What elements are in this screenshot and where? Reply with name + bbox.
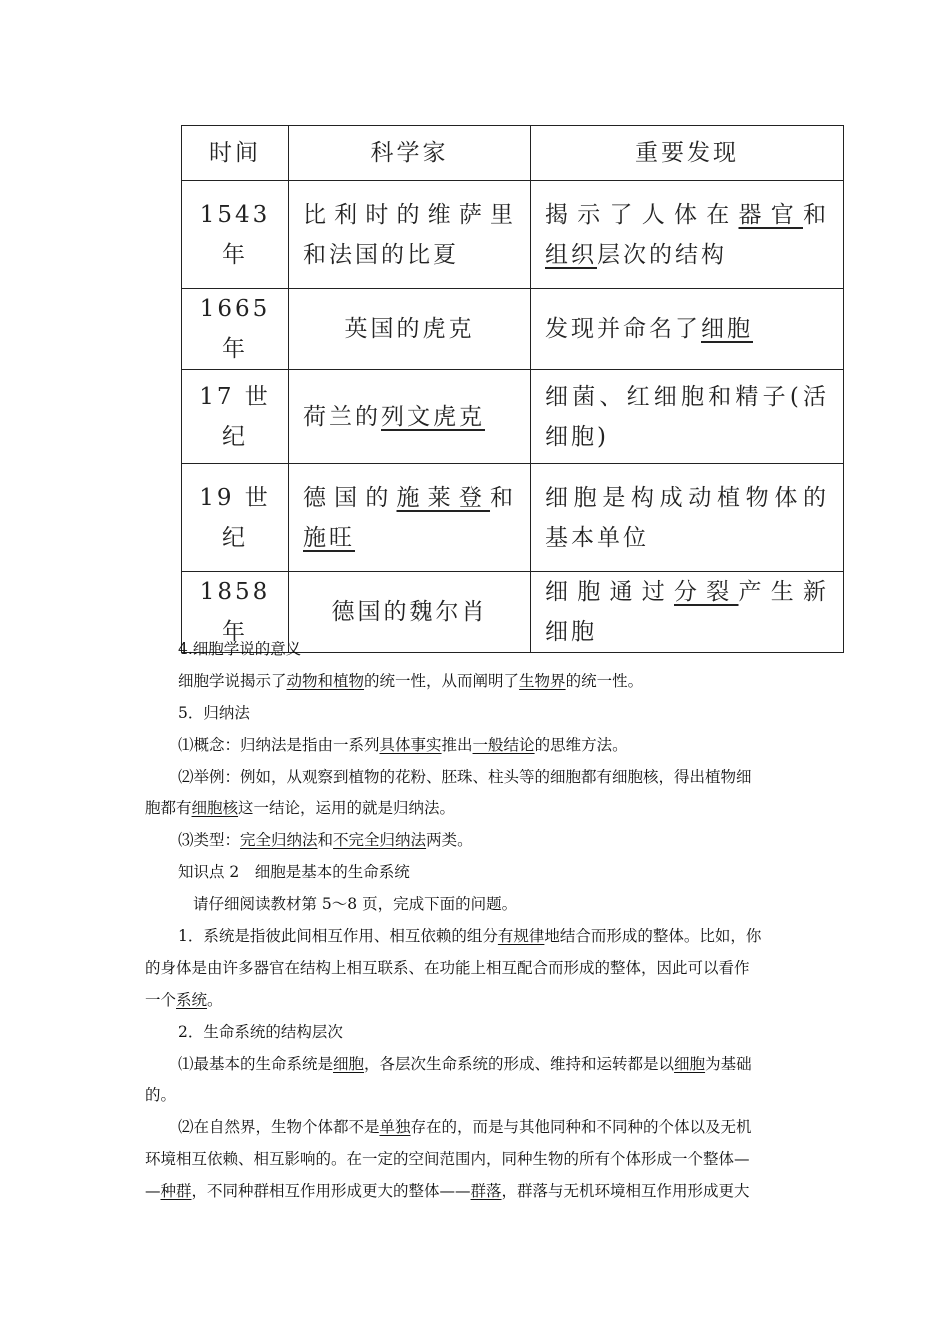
scientist-line: 和法国的比夏 [303,241,459,268]
kp2-p2-2-line-3 [145,1180,845,1202]
underlined-answer: 列文虎克 [381,403,485,430]
cell-discovery [531,464,844,572]
text-span: 胞都有 [145,799,192,817]
text-span: ，不同种群相互作用形成更大的整体—— [191,1182,471,1200]
cell-scientist: 德国的魏尔肖 [289,572,531,653]
table-row [182,289,844,370]
underlined-answer: 具体事实 [379,736,442,754]
kp2-p2-2-line-1 [178,1116,878,1138]
underlined-answer: 细胞 [701,316,753,342]
text-span: 两类。 [426,831,473,849]
underlined-answer: 器官 [738,201,803,228]
underlined-answer: 有规律 [497,927,545,945]
text-span: 推出 [441,736,473,754]
underlined-answer: 生物界 [519,672,566,690]
underlined-answer: 组织 [545,241,597,268]
knowledge-point-2-intro: 请仔细阅读教材第 5～8 页，完成下面的问题。 [193,895,518,913]
cell-discovery [531,370,844,464]
section-5-item-2-line-2 [145,797,845,819]
header-time: 时间 [182,126,289,181]
section-5-item-2-line-1: ⑵举例：例如，从观察到植物的花粉、胚珠、柱头等的细胞都有细胞核，得出植物细 [178,768,752,786]
underlined-answer: 细胞 [674,1055,706,1073]
scientist-line: 比利时的维萨里 [303,201,516,228]
underlined-answer: 完全归纳法 [240,831,318,849]
cell-discovery [531,181,844,289]
text-span: 为基础 [705,1055,752,1073]
section-4-title: 4.细胞学说的意义 [178,640,302,658]
underlined-answer: 一般结论 [472,736,535,754]
table-row [182,181,844,289]
table-header-row [182,126,844,181]
kp2-p2-title: 2．生命系统的结构层次 [178,1023,343,1041]
section-5-item-3 [178,829,878,851]
text-span: ⑴概念：归纳法是指由一系列 [178,736,380,754]
scientist-line [303,478,516,518]
text-span: 1．系统是指彼此间相互作用、相互依赖的组分 [178,927,498,945]
cell-scientist: 英国的虎克 [289,289,531,370]
underlined-answer: 群落 [470,1182,502,1200]
text-span: 和 [803,201,829,228]
underlined-answer: 细胞核 [191,799,239,817]
cell-time: 1665 年 [182,289,289,370]
underlined-answer: 细胞 [333,1055,365,1073]
cell-time: 17 世纪 [182,370,289,464]
kp2-p1-line-2: 的身体是由许多器官在结构上相互联系、在功能上相互配合而形成的整体，因此可以看作 [145,959,750,977]
text-span: ⑶类型： [178,831,241,849]
section-5-title: 5．归纳法 [178,704,250,722]
discovery-line: 基本单位 [545,524,649,551]
underlined-answer: 单独 [379,1118,411,1136]
text-span: 一个 [145,991,177,1009]
underlined-answer: 施旺 [303,524,355,551]
discovery-line: 细菌、红细胞和精子(活 [545,383,829,410]
discovery-line [545,235,829,275]
underlined-answer: 种群 [160,1182,192,1200]
history-table [181,125,844,653]
table-row [182,464,844,572]
text-span: 地结合而形成的整体。比如，你 [544,927,762,945]
text-span: 。 [207,991,223,1009]
underlined-answer: 分裂 [674,579,739,605]
text-span: 层次的结构 [597,241,727,268]
kp2-p1-line-3 [145,989,845,1011]
text-span: ⑵在自然界，生物个体都不是 [178,1118,380,1136]
cell-time: 1858 年 [182,572,289,653]
text-span: ⑴最基本的生命系统是 [178,1055,334,1073]
text-span: — [145,1182,161,1200]
text-span: 荷兰的 [303,403,381,430]
kp2-p2-1-line-2: 的。 [145,1086,177,1104]
underlined-answer: 动物和植物 [286,672,365,690]
cell-time: 1543 年 [182,181,289,289]
text-span: 的思维方法。 [534,736,628,754]
cell-scientist [289,181,531,289]
text-span: 和 [490,484,517,511]
cell-discovery [531,289,844,370]
discovery-line: 细胞是构成动植物体的 [545,484,829,511]
table-row [182,370,844,464]
text-span: 德国的 [303,484,397,511]
text-span: 和 [317,831,334,849]
cell-time: 19 世纪 [182,464,289,572]
text-span: 的统一性。 [565,672,644,690]
kp2-p1-line-1 [178,925,878,947]
kp2-p2-2-line-2: 环境相互依赖、相互影响的。在一定的空间范围内，同种生物的所有个体形成一个整体— [145,1150,750,1168]
underlined-answer: 不完全归纳法 [333,831,427,849]
cell-scientist [289,370,531,464]
kp2-p2-1-line-1 [178,1053,878,1075]
text-span: 产生新 [738,579,829,605]
discovery-line [545,572,829,612]
scientist-line [303,518,516,558]
text-span: 细胞学说揭示了 [178,672,287,690]
text-span: ，各层次生命系统的形成、维持和运转都是以 [364,1055,675,1073]
text-span: 发现并命名了 [545,316,701,342]
header-scientist: 科学家 [289,126,531,181]
text-span: 存在的，而是与其他同种和不同种的个体以及无机 [410,1118,752,1136]
underlined-answer: 施莱登 [396,484,491,511]
section-4-paragraph [178,670,878,692]
text-span: 的统一性，从而阐明了 [364,672,520,690]
text-span: ，群落与无机环境相互作用形成更大 [501,1182,750,1200]
text-span: 细胞通过 [545,579,674,605]
knowledge-point-2-title: 知识点 2 细胞是基本的生命系统 [178,863,410,881]
discovery-line [545,195,829,235]
text-span: 揭示了人体在 [545,201,739,228]
discovery-line: 细胞) [545,423,609,450]
underlined-answer: 系统 [176,991,208,1009]
cell-scientist [289,464,531,572]
text-span: 这一结论，运用的就是归纳法。 [238,799,456,817]
header-discovery: 重要发现 [531,126,844,181]
discovery-line: 细胞 [545,619,597,645]
section-5-item-1 [178,734,878,756]
